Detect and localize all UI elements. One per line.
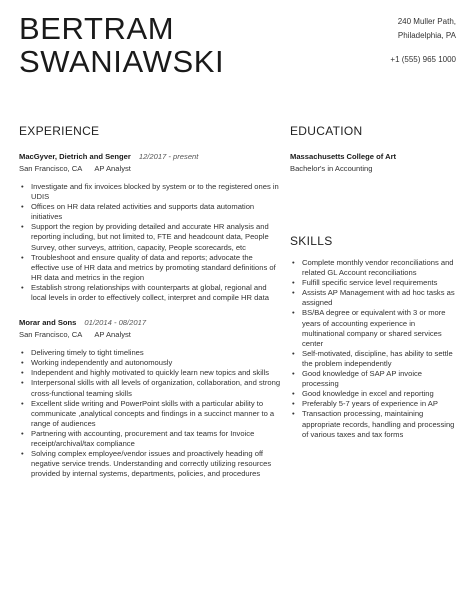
job-title: AP Analyst <box>94 164 131 173</box>
list-item: • Good knowledge of SAP AP invoice processing <box>290 369 458 389</box>
list-item: • Delivering timely to tight timelines <box>19 348 281 358</box>
skills-section <box>290 258 458 440</box>
list-item: • Interpersonal skills with all levels of organization, collaboration, and strong cross-functional teaming skills <box>19 378 281 398</box>
list-item: • Partnering with accounting, procurement and tax teams for Invoice receipt/archival/tax compliance <box>19 429 281 449</box>
list-item: • Good knowledge in excel and reporting <box>290 389 458 399</box>
job-entry-1 <box>19 151 281 303</box>
list-item: • Offices on HR data related activities and supports data automation initiatives <box>19 202 281 222</box>
job-bullets <box>19 182 281 303</box>
candidate-name <box>19 12 224 78</box>
address-line-2: Philadelphia, PA <box>397 31 456 40</box>
list-item: • Solving complex employee/vendor issues and proactively heading off negative service trends. Understanding and correctly utilizing resources provided by internal systems, departments, policies, and procedures <box>19 449 281 479</box>
job-dates: 01/2014 - 08/2017 <box>84 318 147 328</box>
job-bullets <box>19 348 281 479</box>
list-item: • BS/BA degree or equivalent with 3 or more years of accounting experience in multinational company or shared services center <box>290 308 458 348</box>
list-item: • Transaction processing, maintaining appropriate records, handling and processing of various taxes and tax forms <box>290 409 458 439</box>
list-item: • Excellent slide writing and PowerPoint skills with a particular ability to communicate ,analytical concepts and findings in a succinct manner to a range of audiences <box>19 399 281 429</box>
degree: Bachelor's in Accounting <box>290 164 373 173</box>
job-location-title <box>19 329 281 340</box>
list-item: • Fulfill specific service level requirements <box>290 278 458 288</box>
education-section <box>290 151 458 174</box>
list-item: • Preferably 5-7 years of experience in AP <box>290 399 458 409</box>
experience-heading: EXPERIENCE <box>19 124 100 138</box>
skills-list <box>290 258 458 440</box>
education-heading: EDUCATION <box>290 124 363 138</box>
address-line-1: 240 Muller Path, <box>397 17 456 26</box>
contact-info <box>390 15 456 67</box>
list-item: • Assists AP Management with ad hoc tasks as assigned <box>290 288 458 308</box>
job-location: San Francisco, CA <box>19 164 83 173</box>
job-header <box>19 151 281 162</box>
company-name: Morar and Sons <box>19 318 77 328</box>
job-header <box>19 317 281 328</box>
last-name: SWANIAWSKI <box>19 44 225 79</box>
skills-heading: SKILLS <box>290 234 333 248</box>
school-name: Massachusetts College of Art <box>290 152 397 161</box>
company-name: MacGyver, Dietrich and Senger <box>19 152 131 161</box>
list-item: • Complete monthly vendor reconciliations and related GL Account reconciliations <box>290 258 458 278</box>
list-item: • Self-motivated, discipline, has ability to settle the problem independently <box>290 349 458 369</box>
list-item: • Troubleshoot and ensure quality of data and reports; advocate the effective use of HR data and metrics by promoting standard definitions of HR data and metrics in the region <box>19 253 281 283</box>
job-location: San Francisco, CA <box>19 330 83 340</box>
job-entry-2 <box>19 317 281 479</box>
phone-number: +1 (555) 965 1000 <box>390 55 456 64</box>
job-location-title <box>19 163 281 174</box>
job-dates: 12/2017 - present <box>138 152 199 161</box>
list-item: • Support the region by providing detailed and accurate HR analysis and reporting including, but not limited to, FTE and headcount data, People Survey, other surveys, attrition, capacity, People scorecards, etc <box>19 222 281 252</box>
experience-section <box>19 151 281 479</box>
list-item: • Investigate and fix invoices blocked by system or to the registered ones in UDIS <box>19 182 281 202</box>
job-title: AP Analyst <box>94 330 131 340</box>
first-name: BERTRAM <box>19 11 175 46</box>
list-item: • Establish strong relationships with counterparts at global, regional and local levels in order to effectively collect, interpret and compile HR data <box>19 283 281 303</box>
list-item: • Working independently and autonomously <box>19 358 281 368</box>
list-item: • Independent and highly motivated to quickly learn new topics and skills <box>19 368 281 378</box>
